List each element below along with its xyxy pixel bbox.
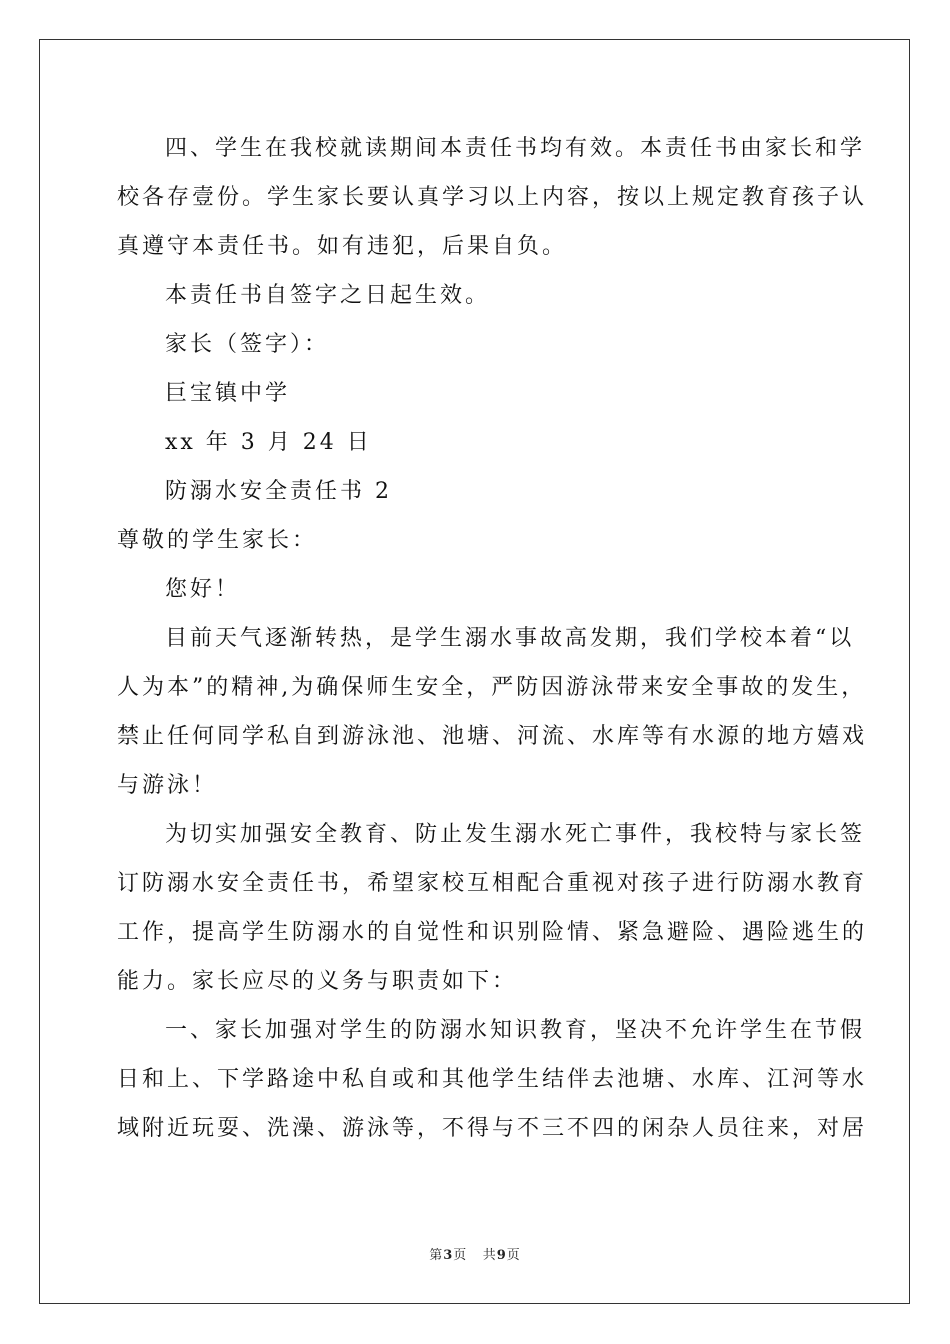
line-6: 巨宝镇中学 <box>165 381 291 406</box>
footer-total-suffix: 页 <box>506 1248 521 1263</box>
line-16: 订防溺水安全责任书，希望家校互相配合重视对孩子进行防溺水教育 <box>117 871 868 896</box>
footer-total-pages: 9 <box>496 1248 507 1263</box>
line-17: 工作，提高学生防溺水的自觉性和识别险情、紧急避险、遇险逃生的 <box>117 920 868 945</box>
line-4: 本责任书自签字之日起生效。 <box>165 283 491 308</box>
line-20: 日和上、下学路途中私自或和其他学生结伴去池塘、水库、江河等水 <box>117 1067 868 1092</box>
line-15: 为切实加强安全教育、防止发生溺水死亡事件，我校特与家长签 <box>165 822 866 847</box>
line-12: 人为本”的精神,为确保师生安全，严防因游泳带来安全事故的发生， <box>117 675 867 700</box>
line-19: 一、家长加强对学生的防溺水知识教育，坚决不允许学生在节假 <box>165 1018 866 1043</box>
line-9: 尊敬的学生家长： <box>117 528 318 553</box>
document-body <box>117 124 868 1153</box>
line-21: 域附近玩耍、洗澡、游泳等，不得与不三不四的闲杂人员往来，对居 <box>117 1116 868 1141</box>
line-8: 防溺水安全责任书 2 <box>165 479 392 504</box>
line-1: 四、学生在我校就读期间本责任书均有效。本责任书由家长和学 <box>165 136 866 161</box>
line-3: 真遵守本责任书。如有违犯，后果自负。 <box>117 234 568 259</box>
footer-total-prefix: 共 <box>482 1248 497 1263</box>
line-2: 校各存壹份。学生家长要认真学习以上内容，按以上规定教育孩子认 <box>117 185 868 210</box>
footer-prefix: 第 <box>429 1248 444 1263</box>
line-10: 您好！ <box>165 577 241 602</box>
line-5: 家长（签字）： <box>165 332 330 357</box>
page-footer <box>0 1244 950 1263</box>
footer-current-page: 3 <box>443 1248 454 1263</box>
line-11: 目前天气逐渐转热，是学生溺水事故高发期，我们学校本着“以 <box>165 626 855 651</box>
line-18: 能力。家长应尽的义务与职责如下： <box>117 969 518 994</box>
line-7: xx 年 3 月 24 日 <box>165 430 372 455</box>
line-14: 与游泳！ <box>117 773 218 798</box>
footer-page-word: 页 <box>453 1248 468 1263</box>
line-13: 禁止任何同学私自到游泳池、池塘、河流、水库等有水源的地方嬉戏 <box>117 724 868 749</box>
